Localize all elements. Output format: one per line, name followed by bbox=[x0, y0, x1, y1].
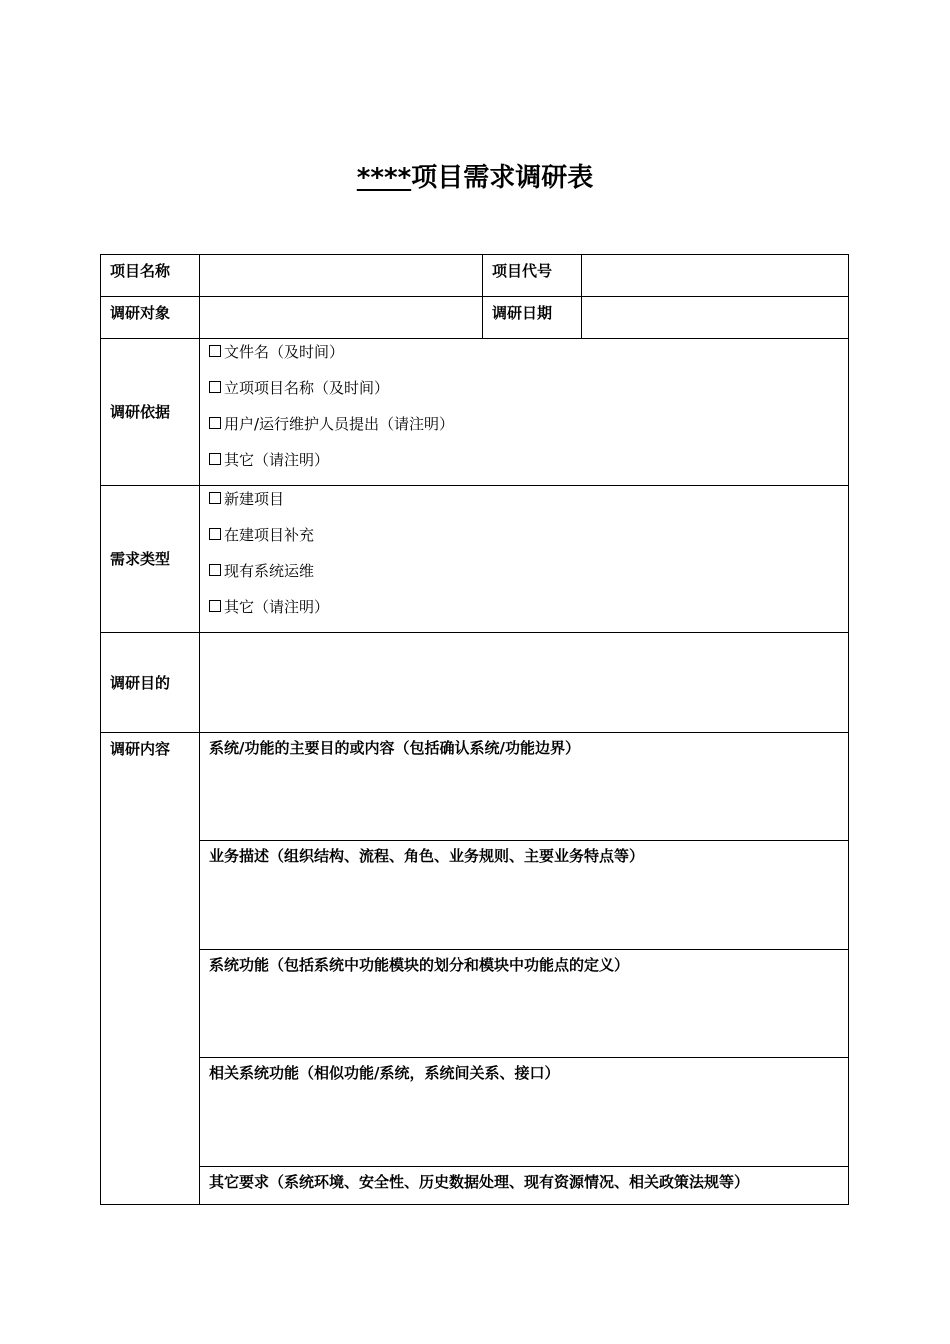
demand-type-option[interactable] bbox=[209, 560, 839, 596]
title-text: 项目需求调研表 bbox=[411, 163, 594, 193]
label-survey-date: 调研日期 bbox=[483, 297, 582, 339]
checkbox-icon[interactable] bbox=[209, 381, 221, 393]
basis-option-label: 文件名（及时间） bbox=[224, 343, 345, 361]
demand-type-options bbox=[200, 486, 849, 633]
survey-basis-options bbox=[200, 339, 849, 486]
demand-type-option[interactable] bbox=[209, 524, 839, 560]
content-section-related[interactable]: 相关系统功能（相似功能/系统，系统间关系、接口） bbox=[200, 1058, 849, 1167]
row-project-name bbox=[101, 255, 849, 297]
basis-option-label: 其它（请注明） bbox=[224, 451, 330, 469]
basis-option[interactable] bbox=[209, 377, 839, 413]
demand-type-option[interactable] bbox=[209, 596, 839, 632]
row-survey-content bbox=[101, 733, 849, 841]
survey-target-field[interactable] bbox=[200, 297, 483, 339]
row-content-business bbox=[101, 841, 849, 950]
survey-form-table bbox=[100, 254, 849, 1205]
label-survey-basis: 调研依据 bbox=[101, 339, 200, 486]
content-section-functions[interactable]: 系统功能（包括系统中功能模块的划分和模块中功能点的定义） bbox=[200, 950, 849, 1058]
checkbox-icon[interactable] bbox=[209, 345, 221, 357]
demand-type-option-label: 新建项目 bbox=[224, 490, 285, 508]
basis-option[interactable] bbox=[209, 413, 839, 449]
content-section-purpose[interactable]: 系统/功能的主要目的或内容（包括确认系统/功能边界） bbox=[200, 733, 849, 841]
basis-option[interactable] bbox=[209, 449, 839, 485]
title-project-placeholder: **** bbox=[356, 163, 412, 193]
basis-option-label: 立项项目名称（及时间） bbox=[224, 379, 390, 397]
content-section-other[interactable]: 其它要求（系统环境、安全性、历史数据处理、现有资源情况、相关政策法规等） bbox=[200, 1167, 849, 1205]
demand-type-option-label: 现有系统运维 bbox=[224, 562, 315, 580]
row-survey-purpose bbox=[101, 633, 849, 733]
checkbox-icon[interactable] bbox=[209, 564, 221, 576]
project-name-field[interactable] bbox=[200, 255, 483, 297]
row-content-related bbox=[101, 1058, 849, 1167]
checkbox-icon[interactable] bbox=[209, 492, 221, 504]
label-survey-target: 调研对象 bbox=[101, 297, 200, 339]
row-demand-type bbox=[101, 486, 849, 633]
checkbox-icon[interactable] bbox=[209, 453, 221, 465]
demand-type-option-label: 其它（请注明） bbox=[224, 598, 330, 616]
project-code-field[interactable] bbox=[582, 255, 849, 297]
row-content-functions bbox=[101, 950, 849, 1058]
demand-type-option[interactable] bbox=[209, 488, 839, 524]
checkbox-icon[interactable] bbox=[209, 417, 221, 429]
basis-option[interactable] bbox=[209, 341, 839, 377]
survey-date-field[interactable] bbox=[582, 297, 849, 339]
label-survey-purpose: 调研目的 bbox=[101, 633, 200, 733]
content-section-business[interactable]: 业务描述（组织结构、流程、角色、业务规则、主要业务特点等） bbox=[200, 841, 849, 950]
row-survey-target bbox=[101, 297, 849, 339]
row-survey-basis bbox=[101, 339, 849, 486]
label-project-code: 项目代号 bbox=[483, 255, 582, 297]
checkbox-icon[interactable] bbox=[209, 528, 221, 540]
checkbox-icon[interactable] bbox=[209, 600, 221, 612]
survey-purpose-field[interactable] bbox=[200, 633, 849, 733]
page-title bbox=[0, 158, 950, 198]
basis-option-label: 用户/运行维护人员提出（请注明） bbox=[224, 415, 455, 433]
demand-type-option-label: 在建项目补充 bbox=[224, 526, 315, 544]
row-content-other bbox=[101, 1167, 849, 1205]
label-survey-content: 调研内容 bbox=[101, 733, 200, 1205]
label-project-name: 项目名称 bbox=[101, 255, 200, 297]
label-demand-type: 需求类型 bbox=[101, 486, 200, 633]
